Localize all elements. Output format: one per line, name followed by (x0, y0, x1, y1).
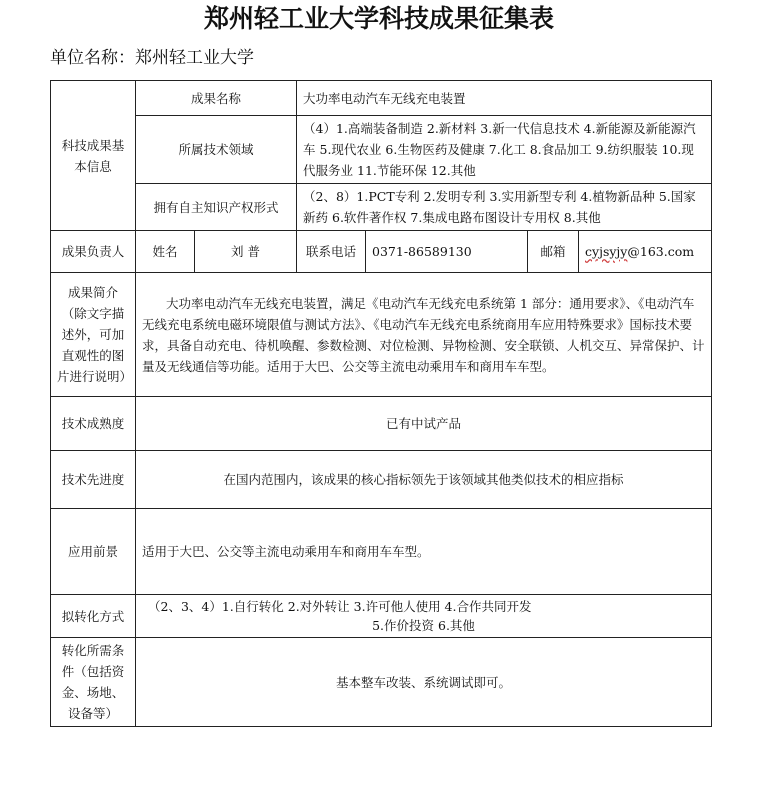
email-domain: @163.com (627, 244, 695, 259)
form-title: 郑州轻工业大学科技成果征集表 (203, 4, 554, 33)
table-row (51, 231, 712, 273)
table-row (51, 273, 712, 397)
table-row (51, 116, 712, 184)
advancement-label: 技术先进度 (51, 451, 136, 509)
table-row (51, 451, 712, 509)
conditions-value: 基本整车改装、系统调试即可。 (136, 638, 712, 727)
table-row (51, 184, 712, 231)
conditions-label: 转化所需条件（包括资金、场地、设备等） (51, 638, 136, 727)
email-user: cyjsyjy (585, 244, 628, 259)
achievement-name-label: 成果名称 (136, 81, 297, 116)
ip-form-label: 拥有自主知识产权形式 (136, 184, 297, 231)
table-row (51, 638, 712, 727)
unit-line (50, 46, 254, 70)
unit-label: 单位名称： (50, 48, 135, 68)
transfer-value (136, 595, 712, 638)
basic-info-section-label: 科技成果基本信息 (51, 81, 136, 231)
table-row (51, 595, 712, 638)
ip-form-value: （2、8）1.PCT专利 2.发明专利 3.实用新型专利 4.植物新品种 5.国家新药 6.软件著作权 7.集成电路布图设计专用权 8.其他 (297, 184, 712, 231)
unit-value: 郑州轻工业大学 (135, 48, 254, 68)
owner-phone-value: 0371-86589130 (366, 231, 528, 273)
transfer-line-1: （2、3、4）1.自行转化 2.对外转让 3.许可他人使用 4.合作共同开发 (148, 599, 532, 614)
owner-name-value: 刘 普 (195, 231, 297, 273)
tech-field-label: 所属技术领域 (136, 116, 297, 184)
owner-phone-label: 联系电话 (297, 231, 366, 273)
maturity-value: 已有中试产品 (136, 397, 712, 451)
owner-name-label: 姓名 (136, 231, 195, 273)
intro-text: 大功率电动汽车无线充电装置，满足《电动汽车无线充电系统第 1 部分：通用要求》、《电动汽车无线充电系统电磁环境限值与测试方法》、《电动汽车无线充电系统商用车应用特殊要求》国标技术要求，具备自动充电、待机唤醒、参数检测、对位检测、异物检测、安全联锁、人机交互、异常保护、计量及无线通信等功能。适用于大巴、公交等主流电动乘用车和商用车车型。 (136, 273, 712, 397)
owner-email-label: 邮箱 (528, 231, 579, 273)
intro-label: 成果简介（除文字描述外，可加直观性的图片进行说明） (51, 273, 136, 397)
table-row (51, 397, 712, 451)
transfer-label: 拟转化方式 (51, 595, 136, 638)
advancement-value: 在国内范围内，该成果的核心指标领先于该领域其他类似技术的相应指标 (136, 451, 712, 509)
owner-section-label: 成果负责人 (51, 231, 136, 273)
table-row (51, 81, 712, 116)
table-row (51, 509, 712, 595)
maturity-label: 技术成熟度 (51, 397, 136, 451)
prospect-label: 应用前景 (51, 509, 136, 595)
tech-field-value: （4）1.高端装备制造 2.新材料 3.新一代信息技术 4.新能源及新能源汽车 5.现代农业 6.生物医药及健康 7.化工 8.食品加工 9.纺织服装 10.现代服务业 11.节能环保 12.其他 (297, 116, 712, 184)
achievement-name-value: 大功率电动汽车无线充电装置 (297, 81, 712, 116)
achievement-form-table (50, 80, 712, 727)
owner-email-value (579, 231, 712, 273)
prospect-value: 适用于大巴、公交等主流电动乘用车和商用车车型。 (136, 509, 712, 595)
transfer-line-2: 5.作价投资 6.其他 (372, 618, 475, 633)
